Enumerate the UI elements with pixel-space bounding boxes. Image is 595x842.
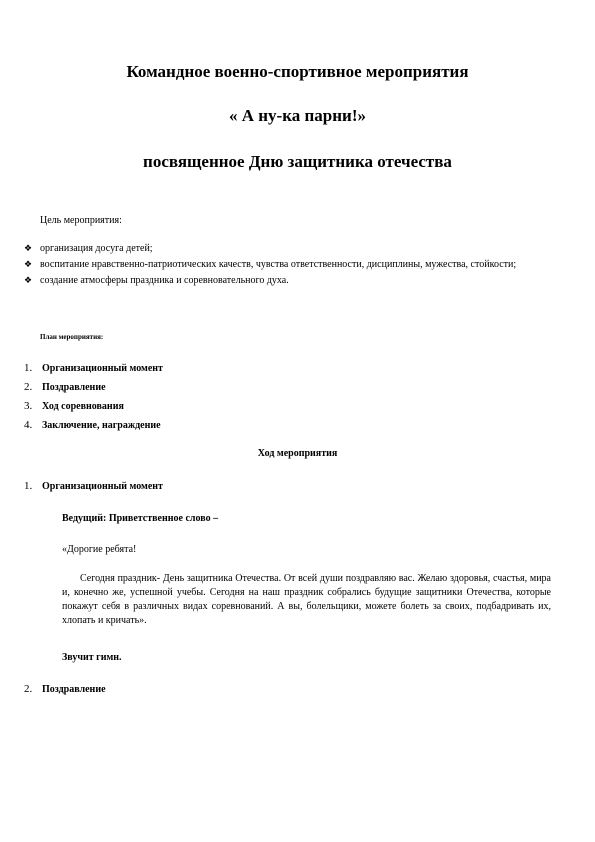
plan-item <box>24 397 163 416</box>
goal-item-text: создание атмосферы праздника и соревновательного духа. <box>40 275 289 286</box>
plan-item <box>24 359 163 378</box>
plan-list <box>24 359 163 435</box>
goal-item-text: организация досуга детей; <box>40 243 153 254</box>
goal-list <box>24 242 564 290</box>
plan-item <box>24 378 163 397</box>
diamond-bullet-icon: ❖ <box>24 275 33 285</box>
plan-item-number: 2. <box>24 381 33 393</box>
section-number: 1. <box>24 480 33 492</box>
goal-item <box>24 258 564 271</box>
title-line-2: « А ну-ка парни!» <box>228 106 367 125</box>
plan-item-number: 3. <box>24 400 33 412</box>
title-line-3: посвященное Дню защитника отечества <box>143 152 452 171</box>
speech-paragraph: Сегодня праздник- День защитника Отечества. От всей души поздравляю вас. Желаю здоровья, счастья, мира и, конечно же, успешной учебы. Сегодня на наш праздник собрались будущие защитники Отечества, которые покажут себя в различных видах соревнований. А вы, болельщики, можете болеть за своих, подбадривать их, хлопать и кричать». <box>62 573 551 626</box>
plan-item-text: Поздравление <box>42 382 106 393</box>
goal-label: Цель мероприятия: <box>40 215 122 226</box>
plan-item-text: Заключение, награждение <box>42 420 161 431</box>
plan-label: План мероприятия: <box>40 333 104 341</box>
section-title: Поздравление <box>42 684 106 695</box>
goal-item <box>24 274 564 287</box>
diamond-bullet-icon: ❖ <box>24 259 33 269</box>
plan-item-text: Организационный момент <box>42 363 163 374</box>
plan-item-number: 4. <box>24 419 33 431</box>
plan-item <box>24 416 163 435</box>
anthem-line: Звучит гимн. <box>62 652 122 663</box>
diamond-bullet-icon: ❖ <box>24 243 33 253</box>
plan-item-number: 1. <box>24 362 33 374</box>
course-heading: Ход мероприятия <box>257 448 338 459</box>
plan-item-text: Ход соревнования <box>42 401 124 412</box>
goal-item-text: воспитание нравственно-патриотических качеств, чувства ответственности, дисциплины, мужества, стойкости; <box>40 259 517 270</box>
host-line: Ведущий: Приветственное слово – <box>62 513 219 524</box>
section-title: Организационный момент <box>42 481 163 492</box>
goal-item <box>24 242 564 255</box>
title-line-1: Командное военно-спортивное мероприятия <box>126 62 469 81</box>
section-2-heading <box>24 683 106 695</box>
greeting: «Дорогие ребята! <box>62 544 137 555</box>
section-number: 2. <box>24 683 33 695</box>
section-1-heading <box>24 480 163 492</box>
